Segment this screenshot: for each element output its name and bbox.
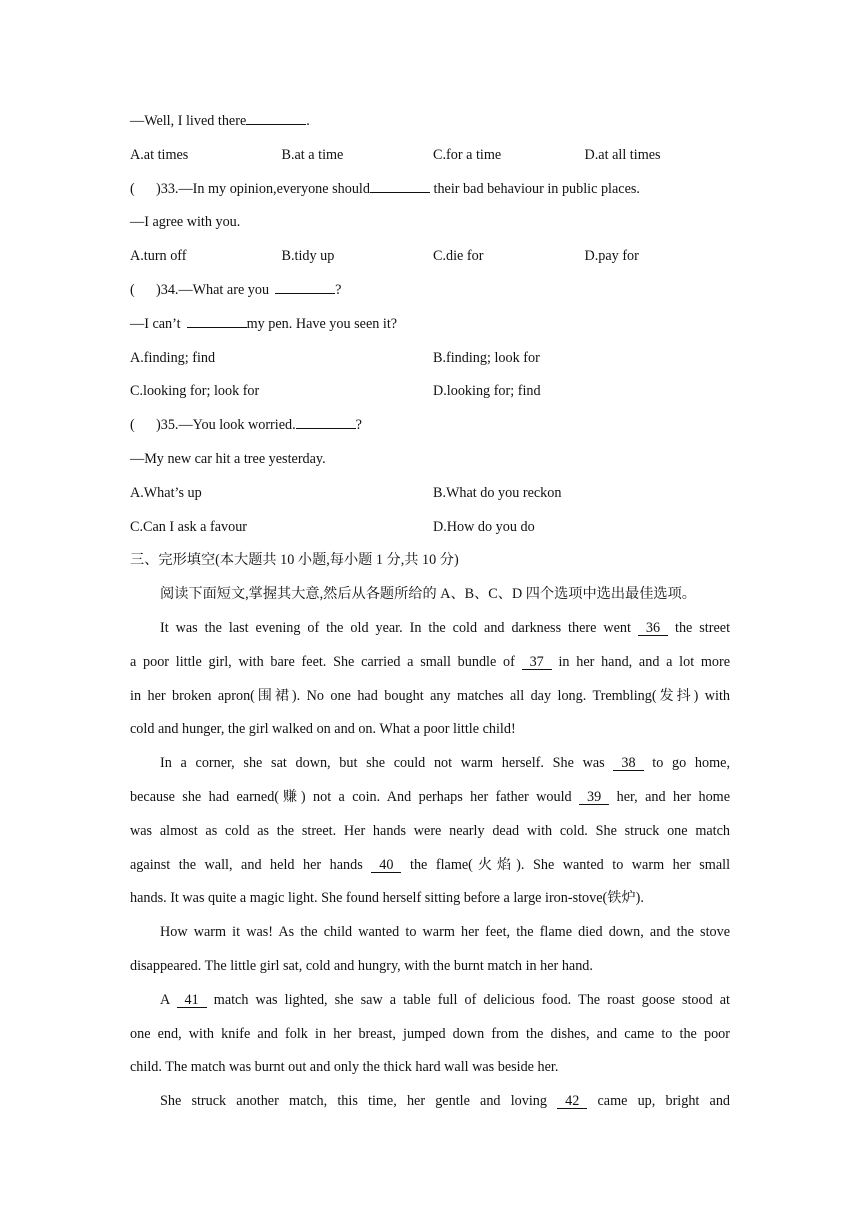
passage-line: cold and hunger, the girl walked on and on. What a poor little child! [130,721,516,738]
cloze-blank-37[interactable]: 37 [522,655,552,670]
passage-line: In a corner, she sat down, but she could not warm herself. She was 38 to go home, [160,755,730,772]
q35-response: —My new car hit a tree yesterday. [130,450,326,467]
option-d[interactable]: D.pay for [584,248,639,265]
option-c[interactable]: C.Can I ask a favour [130,518,248,535]
passage-line: A 41 match was lighted, she saw a table full of delicious food. The roast goose stood at [160,991,730,1008]
cloze-blank-38[interactable]: 38 [613,756,643,771]
answer-blank[interactable] [296,414,356,429]
cloze-blank-39[interactable]: 39 [579,790,609,805]
option-a[interactable]: A.What’s up [130,484,202,501]
option-a[interactable]: A.finding; find [130,349,216,366]
document-page [130,105,730,1119]
option-d[interactable]: D.How do you do [433,518,535,535]
q32-response: —Well, I lived there . [130,105,730,139]
q34-options-row2 [130,375,730,409]
cloze-blank-36[interactable]: 36 [638,621,668,636]
option-a[interactable]: A.at times [130,146,189,163]
option-b[interactable]: B.tidy up [281,248,335,265]
q35-stem: ( )35.—You look worried. ? [130,409,730,443]
passage-line: one end, with knife and folk in her breast, jumped down from the dishes, and came to the poor [130,1025,730,1042]
option-b[interactable]: B.finding; look for [433,349,540,366]
option-b[interactable]: B.at a time [281,146,344,163]
option-c[interactable]: C.looking for; look for [130,383,260,400]
passage-line: against the wall, and held her hands 40 the flame(火焰). She wanted to warm her small [130,856,730,873]
q34-response: —I can’t my pen. Have you seen it? [130,308,730,342]
option-c[interactable]: C.die for [433,248,484,265]
cloze-blank-40[interactable]: 40 [371,858,401,873]
passage-line: a poor little girl, with bare feet. She carried a small bundle of 37 in her hand, and a lot more [130,653,730,670]
section-heading: 三、完形填空(本大题共 10 小题,每小题 1 分,共 10 分) [130,552,459,569]
answer-blank[interactable] [187,313,247,328]
option-a[interactable]: A.turn off [130,248,187,265]
q33-options [130,240,730,274]
passage-line: It was the last evening of the old year. In the cold and darkness there went 36 the street [160,619,730,636]
passage-line: She struck another match, this time, her gentle and loving 42 came up, bright and [160,1093,730,1110]
q35-options-row2 [130,511,730,545]
passage-line: hands. It was quite a magic light. She found herself sitting before a large iron-stove(铁炉). [130,890,644,907]
q34-options-row1 [130,342,730,376]
q33-response: —I agree with you. [130,214,241,231]
cloze-blank-42[interactable]: 42 [557,1094,587,1109]
answer-paren[interactable]: ( [130,417,135,434]
answer-blank[interactable] [275,279,335,294]
passage-line: How warm it was! As the child wanted to warm her feet, the flame died down, and the stove [160,924,730,941]
answer-blank[interactable] [246,110,306,125]
answer-paren[interactable]: ( [130,180,135,197]
answer-paren[interactable]: ( [130,281,135,298]
q32-options [130,139,730,173]
passage-line: because she had earned(赚) not a coin. And perhaps her father would 39 her, and her home [130,788,730,805]
option-d[interactable]: D.looking for; find [433,383,541,400]
cloze-blank-41[interactable]: 41 [177,993,207,1008]
q35-options-row1 [130,477,730,511]
q33-stem: ( )33.—In my opinion,everyone should their bad behaviour in public places. [130,173,730,207]
passage-line: child. The match was burnt out and only the thick hard wall was beside her. [130,1059,559,1076]
answer-blank[interactable] [370,178,430,193]
passage-line: disappeared. The little girl sat, cold and hungry, with the burnt match in her hand. [130,957,593,974]
passage-line: was almost as cold as the street. Her hands were nearly dead with cold. She struck one match [130,822,730,839]
section-instruction: 阅读下面短文,掌握其大意,然后从各题所给的 A、B、C、D 四个选项中选出最佳选项。 [160,586,696,603]
q34-stem: ( )34.—What are you ? [130,274,730,308]
option-d[interactable]: D.at all times [584,146,661,163]
passage-line: in her broken apron(围裙). No one had bought any matches all day long. Trembling(发抖) with [130,687,730,704]
option-b[interactable]: B.What do you reckon [433,484,562,501]
option-c[interactable]: C.for a time [433,146,502,163]
